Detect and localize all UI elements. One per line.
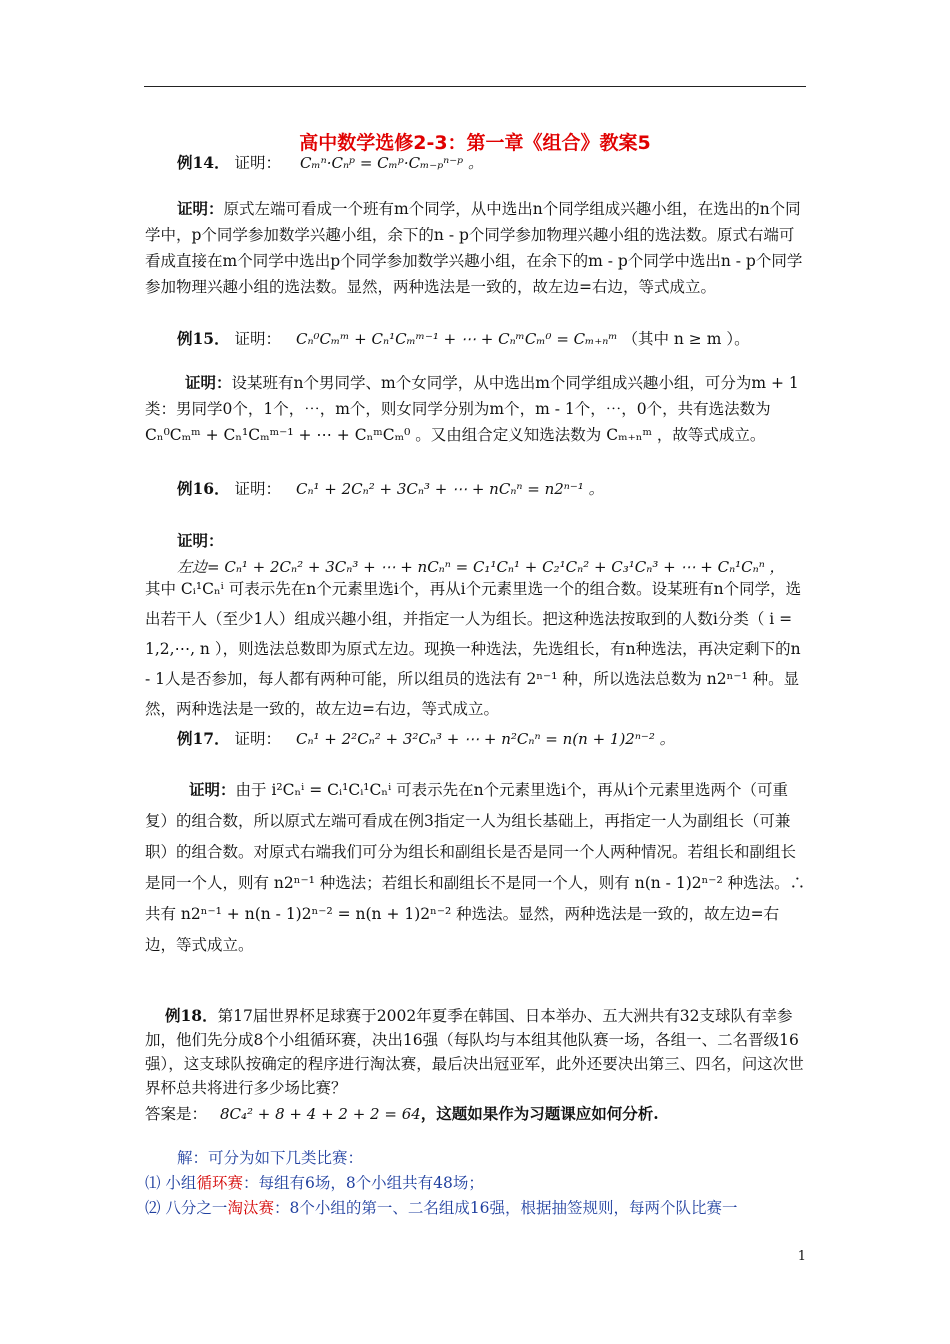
example-16-proof [145,528,807,580]
header-rule [144,86,806,87]
solution-item-1-keyword: 循环赛 [196,1174,243,1192]
example-17-proof-label: 证明： [189,780,236,799]
example-14-formula: Cₘⁿ·Cₙᵖ = Cₘᵖ·Cₘ₋ₚⁿ⁻ᵖ 。 [299,154,483,172]
example-16-formula: Cₙ¹ + 2Cₙ² + 3Cₙ³ + ⋯ + nCₙⁿ = n2ⁿ⁻¹ 。 [295,480,604,498]
example-15-prove: 证明： [234,330,282,348]
solution-item-2-text: ：8个小组的第一、二名组成16强，根据抽签规则，每两个队比赛一 [273,1199,738,1217]
example-14-prove: 证明： [234,154,282,172]
example-15-proof [145,370,807,448]
page-title: 高中数学选修2-3：第一章《组合》教案5 [299,132,651,154]
example-16-proof-label: 证明： [177,531,224,550]
example-17-proof [145,774,807,961]
example-16-statement [145,476,807,502]
example-18-text: 第17届世界杯足球赛于2002年夏季在韩国、日本举办、五大洲共有32支球队有幸参加，他们先分成8个小组循环赛，决出16强（每队均与本组其他队赛一场，各组一、二名晋级16强），这支球队按确定的程序进行淘汰赛，最后决出冠亚军，此外还要决出第三、四名，问这次世界杯总共将进行多少场比赛？ [145,1007,804,1097]
example-15-proof-text: 设某班有n个男同学、m个女同学，从中选出m个同学组成兴趣小组，可分为m + 1类：男同学0个，1个，⋯，m个，则女同学分别为m个，m - 1个，⋯，0个，共有选法数为 Cₙ⁰Cₘᵐ + Cₙ¹Cₘᵐ⁻¹ + ⋯ + CₙᵐCₘ⁰ 。又由组合定义知选法数为 Cₘ₊ₙᵐ ，故等式成立。 [145,374,799,444]
solution-item-2-keyword: 淘汰赛 [227,1199,274,1217]
example-18-answer-formula: 8C₄² + 8 + 4 + 2 + 2 = 64 [219,1105,421,1123]
example-16-label: 例16． [177,479,230,498]
example-15-note: （其中 n ≥ m ）。 [622,330,750,348]
example-17-label: 例17． [177,729,230,748]
example-17-proof-text: 由于 i²Cₙⁱ = Cᵢ¹Cᵢ¹Cₙⁱ 可表示先在n个元素里选i个，再从i个元素里选两个（可重复）的组合数，所以原式左端可看成在例3指定一人为组长基础上，再指定一人为副组长（可兼职）的组合数。对原式右端我们可分为组长和副组长是否是同一个人两种情况。若组长和副组长是同一个人，则有 n2ⁿ⁻¹ 种选法；若组长和副组长不是同一个人，则有 n(n - 1)2ⁿ⁻² 种选法。∴共有 n2ⁿ⁻¹ + n(n - 1)2ⁿ⁻² = n(n + 1)2ⁿ⁻² 种选法。显然，两种选法是一致的，故左边=右边，等式成立。 [145,781,806,954]
solution-item-2-prefix: ⑵ 八分之一 [145,1199,228,1217]
solution-item-1-text: ：每组有6场，8个小组共有48场； [242,1174,484,1192]
example-18-label: 例18． [165,1006,218,1025]
example-15-statement [145,326,807,352]
page-number: 1 [797,1249,806,1264]
solution [145,1146,807,1221]
solution-item-2 [145,1196,807,1221]
solution-head: 解：可分为如下几类比赛： [177,1149,364,1167]
example-14-proof [145,196,807,300]
example-17-statement [145,726,807,752]
example-16-proof-line1: 左边= Cₙ¹ + 2Cₙ² + 3Cₙ³ + ⋯ + nCₙⁿ = C₁¹Cₙ¹ + C₂¹Cₙ² + C₃¹Cₙ³ + ⋯ + Cₙ¹Cₙⁿ ， [177,558,785,576]
example-14 [145,150,807,176]
example-18-answer-tail: ，这题如果作为习题课应如何分析. [420,1104,659,1123]
solution-item-1 [145,1171,807,1196]
example-14-proof-label: 证明： [177,199,224,218]
example-15-proof-label: 证明： [185,373,232,392]
example-15 [145,326,807,352]
example-17-prove: 证明： [234,730,282,748]
example-18 [145,1004,807,1126]
example-16 [145,476,807,502]
example-17-formula: Cₙ¹ + 2²Cₙ² + 3²Cₙ³ + ⋯ + n²Cₙⁿ = n(n + 1)2ⁿ⁻² 。 [295,730,675,748]
example-14-proof-text: 原式左端可看成一个班有m个同学，从中选出n个同学组成兴趣小组，在选出的n个同学中，p个同学参加数学兴趣小组，余下的n - p个同学参加物理兴趣小组的选法数。原式右端可看成直接在m个同学中选出p个同学参加数学兴趣小组，在余下的m - p个同学中选出n - p个同学参加物理兴趣小组的选法数。显然，两种选法是一致的，故左边=右边，等式成立。 [145,200,803,296]
example-16-proof-text: 其中 Cᵢ¹Cₙⁱ 可表示先在n个元素里选i个，再从i个元素里选一个的组合数。设某班有n个同学，选出若干人（至少1人）组成兴趣小组，并指定一人为组长。把这种选法按取到的人数i分类（ i = 1,2,⋯, n ），则选法总数即为原式左边。现换一种选法，先选组长，有n种选法，再决定剩下的n - 1人是否参加，每人都有两种可能，所以组员的选法有 2ⁿ⁻¹ 种，所以选法总数为 n2ⁿ⁻¹ 种。显然，两种选法是一致的，故左边=右边，等式成立。 [145,580,802,718]
example-15-formula: Cₙ⁰Cₘᵐ + Cₙ¹Cₘᵐ⁻¹ + ⋯ + CₙᵐCₘ⁰ = Cₘ₊ₙᵐ [295,330,618,348]
example-14-label: 例14． [177,153,230,172]
example-17 [145,726,807,752]
example-16-proof-body [145,574,807,724]
example-14-statement [145,150,807,176]
example-18-answer-label: 答案是： [145,1105,208,1123]
example-15-label: 例15． [177,329,230,348]
example-18-answer [145,1102,807,1126]
example-16-prove: 证明： [234,480,282,498]
solution-item-1-prefix: ⑴ 小组 [145,1174,197,1192]
